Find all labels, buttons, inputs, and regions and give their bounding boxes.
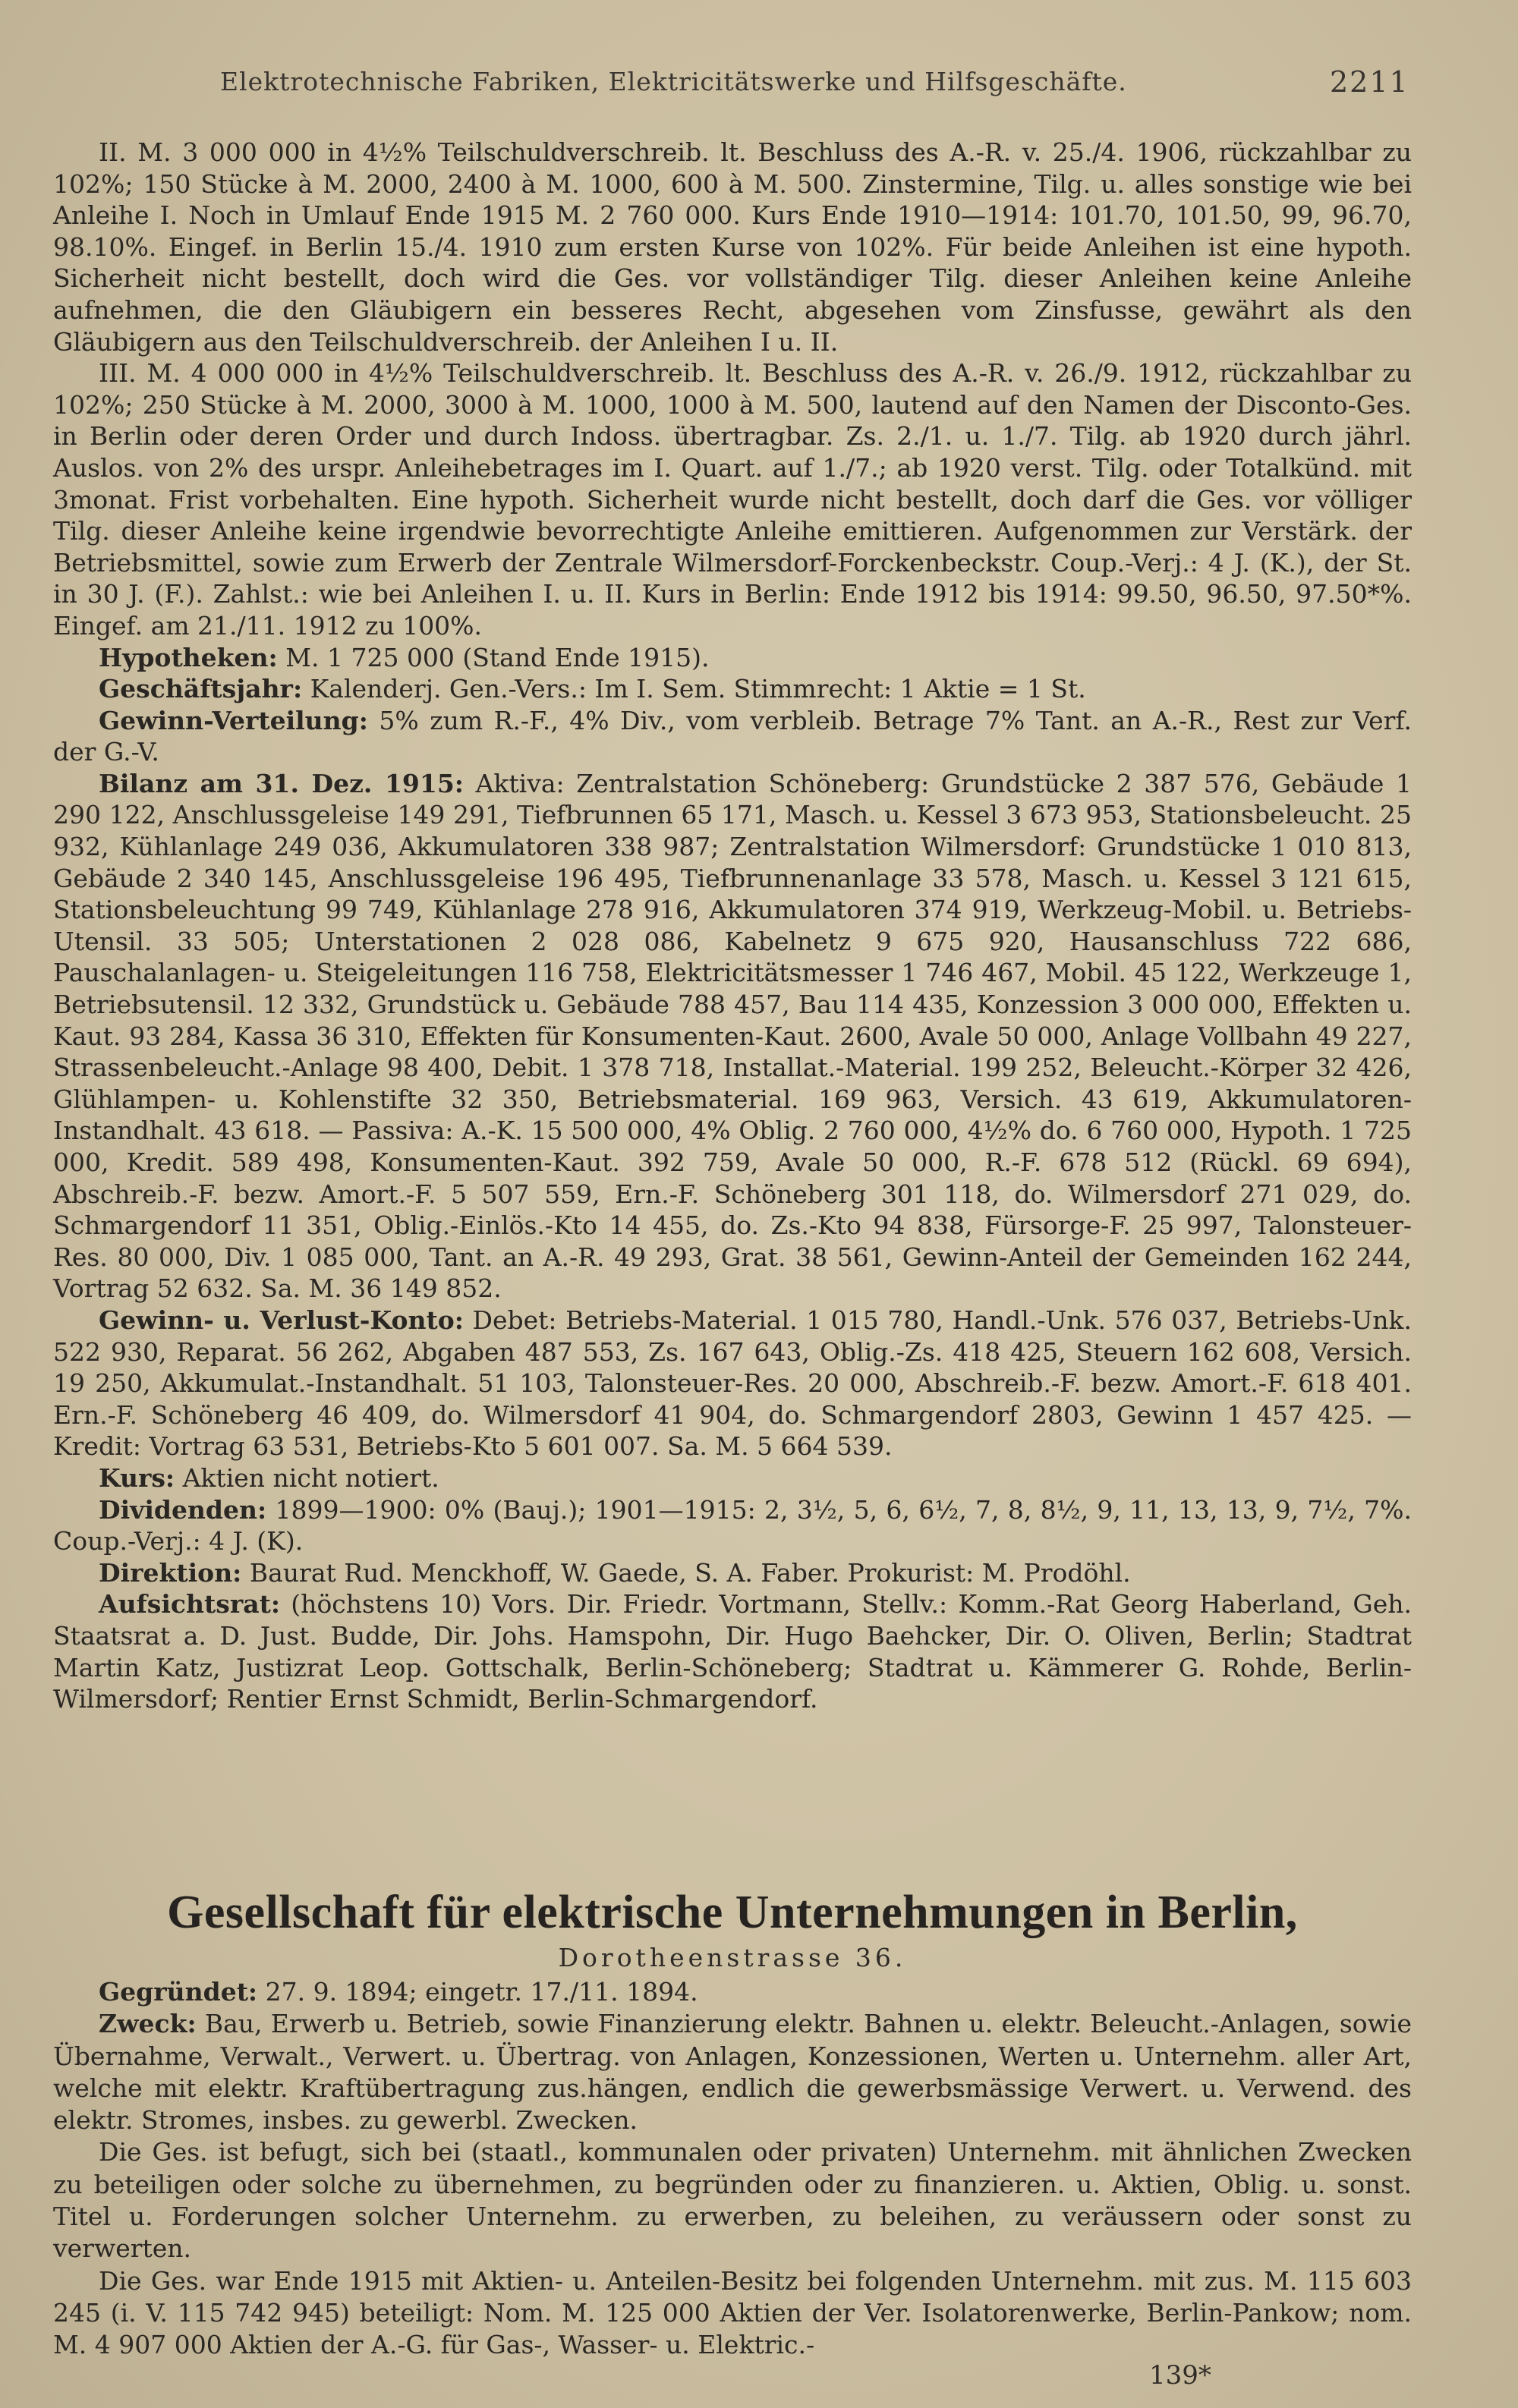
company-entry-continued — [53, 137, 1412, 1715]
paragraph-dividenden: Dividenden: 1899—1900: 0% (Bauj.); 1901—1915: 2, 3½, 5, 6, 6½, 7, 8, 8½, 9, 11, 13, 13, 9, 7½, 7%. Coup.-Verj.: 4 J. (K). — [53, 1494, 1412, 1557]
label-kurs: Kurs: — [99, 1462, 175, 1493]
running-title: Elektrotechnische Fabriken, Elektricitätswerke und Hilfsgeschäfte. — [220, 67, 1127, 96]
paragraph-geschaeftsjahr: Geschäftsjahr: Kalenderj. Gen.-Vers.: Im I. Sem. Stimmrecht: 1 Aktie = 1 St. — [99, 674, 1086, 704]
paragraph-beteiligungen: Die Ges. war Ende 1915 mit Aktien- u. Anteilen-Besitz bei folgenden Unternehm. mit zus. M. 115 603 245 (i. V. 115 742 945) beteiligt: Nom. M. 125 000 Aktien der Ver. Isolatorenwerke, Berlin-Pankow; nom. M. 4 907 000 Aktien der A.-G. für Gas-, Wasser- u. Elektric.- — [53, 2265, 1412, 2360]
paragraph-gegruendet: Gegründet: 27. 9. 1894; eingetr. 17./11. 1894. — [99, 1977, 698, 2007]
sheet-signature: 139* — [1149, 2360, 1211, 2391]
company-entry-new — [53, 1884, 1412, 2362]
paragraph-aufsichtsrat: Aufsichtsrat: (höchstens 10) Vors. Dir. Friedr. Vortmann, Stellv.: Komm.-Rat Georg Haberland, Geh. Staatsrat a. D. Just. Budde, Dir. Johs. Hamspohn, Dir. Hugo Baehcker, Dir. O. Oliven, Berlin; Stadtrat Martin Katz, Justizrat Leop. Gottschalk, Berlin-Schöneberg; Stadtrat u. Kämmerer G. Rohde, Berlin-Wilmersdorf; Rentier Ernst Schmidt, Berlin-Schmargendorf. — [53, 1589, 1412, 1714]
paragraph-gewinn-verlust: Gewinn- u. Verlust-Konto: Debet: Betriebs-Material. 1 015 780, Handl.-Unk. 576 037, Betriebs-Unk. 522 930, Reparat. 56 262, Abgaben 487 553, Zs. 167 643, Oblig.-Zs. 418 425, Steuern 162 608, Versich. 19 250, Akkumulat.-Instandhalt. 51 103, Talonsteuer-Res. 20 000, Abschreib.-F. bezw. Amort.-F. 618 401. Ern.-F. Schöneberg 46 409, do. Wilmersdorf 41 904, do. Schmargendorf 2803, Gewinn 1 457 425. — Kredit: Vortrag 63 531, Betriebs-Kto 5 601 007. Sa. M. 5 664 539. — [53, 1305, 1412, 1462]
paragraph-kurs: Kurs: Aktien nicht notiert. — [99, 1462, 439, 1493]
paragraph-direktion: Direktion: Baurat Rud. Menckhoff, W. Gaede, S. A. Faber. Prokurist: M. Prodöhl. — [99, 1557, 1131, 1588]
label-gegruendet: Gegründet: — [99, 1977, 258, 2007]
paragraph-befugnis: Die Ges. ist befugt, sich bei (staatl., kommunalen oder privaten) Unternehm. mit ähnlichen Zwecken zu beteiligen oder solche zu übernehmen, zu begründen oder zu finanzieren. u. Aktien, Oblig. u. sonst. Titel u. Forderungen solcher Unternehm. zu erwerben, zu beleihen, zu veräussern oder sonst zu verwerten. — [53, 2137, 1412, 2264]
label-gewinn-verteilung: Gewinn-Verteilung: — [99, 705, 368, 735]
paragraph-loan-iii: III. M. 4 000 000 in 4½% Teilschuldverschreib. lt. Beschluss des A.-R. v. 26./9. 1912, rückzahlbar zu 102%; 250 Stücke à M. 2000, 3000 à M. 1000, 1000 à M. 500, lautend auf den Namen der Disconto-Ges. in Berlin oder deren Order und durch Indoss. übertragbar. Zs. 2./1. u. 1./7. Tilg. ab 1920 durch jährl. Auslos. von 2% des urspr. Anleihebetrages im I. Quart. auf 1./7.; ab 1920 verst. Tilg. oder Totalkünd. mit 3monat. Frist vorbehalten. Eine hypoth. Sicherheit wurde nicht bestellt, doch darf die Ges. vor völliger Tilg. dieser Anleihe keine irgendwie bevorrechtigte Anleihe emittieren. Aufgenommen zur Verstärk. der Betriebsmittel, sowie zum Erwerb der Zentrale Wilmersdorf-Forckenbeckstr. Coup.-Verj.: 4 J. (K.), der St. in 30 J. (F.). Zahlst.: wie bei Anleihen I. u. II. Kurs in Berlin: Ende 1912 bis 1914: 99.50, 96.50, 97.50*%. Eingef. am 21./11. 1912 zu 100%. — [53, 358, 1412, 641]
label-zweck: Zweck: — [99, 2009, 197, 2039]
label-aufsichtsrat: Aufsichtsrat: — [99, 1589, 281, 1619]
company-address: Dorotheenstrasse 36. — [558, 1943, 907, 1972]
label-hypotheken: Hypotheken: — [99, 642, 278, 672]
paragraph-hypotheken: Hypotheken: M. 1 725 000 (Stand Ende 1915). — [99, 642, 710, 672]
paragraph-loan-ii: II. M. 3 000 000 in 4½% Teilschuldverschreib. lt. Beschluss des A.-R. v. 25./4. 1906, rückzahlbar zu 102%; 150 Stücke à M. 2000, 2400 à M. 1000, 600 à M. 500. Zinstermine, Tilg. u. alles sonstige wie bei Anleihe I. Noch in Umlauf Ende 1915 M. 2 760 000. Kurs Ende 1910—1914: 101.70, 101.50, 99, 96.70, 98.10%. Eingef. in Berlin 15./4. 1910 zum ersten Kurse von 102%. Für beide Anleihen ist eine hypoth. Sicherheit nicht bestellt, doch wird die Ges. vor vollständiger Tilg. dieser Anleihen keine Anleihe aufnehmen, die den Gläubigern ein besseres Recht, abgesehen vom Zinsfusse, gewährt als den Gläubigern aus den Teilschuldverschreib. der Anleihen I u. II. — [53, 137, 1412, 357]
paragraph-zweck: Zweck: Bau, Erwerb u. Betrieb, sowie Finanzierung elektr. Bahnen u. elektr. Beleucht.-Anlagen, sowie Übernahme, Verwalt., Verwert. u. Übertrag. von Anlagen, Konzessionen, Werten u. Unternehm. aller Art, welche mit elektr. Kraftübertragung zus.hängen, endlich die gewerbsmässige Verwert. u. Verwend. des elektr. Stromes, insbes. zu gewerbl. Zwecken. — [53, 2009, 1412, 2136]
paragraph-bilanz: Bilanz am 31. Dez. 1915: Aktiva: Zentralstation Schöneberg: Grundstücke 2 387 576, Gebäude 1 290 122, Anschlussgeleise 149 291, Tiefbrunnen 65 171, Masch. u. Kessel 3 673 953, Stationsbeleucht. 25 932, Kühlanlage 249 036, Akkumulatoren 338 987; Zentralstation Wilmersdorf: Grundstücke 1 010 813, Gebäude 2 340 145, Anschlussgeleise 196 495, Tiefbrunnenanlage 33 578, Masch. u. Kessel 3 121 615, Stationsbeleuchtung 99 749, Kühlanlage 278 916, Akkumulatoren 374 919, Werkzeug-Mobil. u. Betriebs-Utensil. 33 505; Unterstationen 2 028 086, Kabelnetz 9 675 920, Hausanschluss 722 686, Pauschalanlagen- u. Steigeleitungen 116 758, Elektricitätsmesser 1 746 467, Mobil. 45 122, Werkzeuge 1, Betriebsutensil. 12 332, Grundstück u. Gebäude 788 457, Bau 114 435, Konzession 3 000 000, Effekten u. Kaut. 93 284, Kassa 36 310, Effekten für Konsumenten-Kaut. 2600, Avale 50 000, Anlage Vollbahn 49 227, Strassenbeleucht.-Anlage 98 400, Debit. 1 378 718, Installat.-Material. 199 252, Beleucht.-Körper 32 426, Glühlampen- u. Kohlenstifte 32 350, Betriebsmaterial. 169 963, Versich. 43 619, Akkumulatoren-Instandhalt. 43 618. — Passiva: A.-K. 15 500 000, 4% Oblig. 2 760 000, 4½% do. 6 760 000, Hypoth. 1 725 000, Kredit. 589 498, Konsumenten-Kaut. 392 759, Avale 50 000, R.-F. 678 512 (Rückl. 69 694), Abschreib.-F. bezw. Amort.-F. 5 507 559, Ern.-F. Schöneberg 301 118, do. Wilmersdorf 271 029, do. Schmargendorf 11 351, Oblig.-Einlös.-Kto 14 455, do. Zs.-Kto 94 838, Fürsorge-F. 25 997, Talonsteuer-Res. 80 000, Div. 1 085 000, Tant. an A.-R. 49 293, Grat. 38 561, Gewinn-Anteil der Gemeinden 162 244, Vortrag 52 632. Sa. M. 36 149 852. — [53, 768, 1412, 1304]
company-header — [53, 1884, 1412, 1975]
label-geschaeftsjahr: Geschäftsjahr: — [99, 674, 303, 704]
page-number: 2211 — [1330, 65, 1409, 99]
running-head — [0, 62, 1518, 108]
label-bilanz: Bilanz am 31. Dez. 1915: — [99, 768, 464, 798]
label-direktion: Direktion: — [99, 1557, 242, 1588]
company-title: Gesellschaft für elektrische Unternehmungen in Berlin, — [167, 1887, 1298, 1938]
paragraph-gewinn-verteilung: Gewinn-Verteilung: 5% zum R.-F., 4% Div., vom verbleib. Betrage 7% Tant. an A.-R., Rest zur Verf. der G.-V. — [53, 705, 1412, 767]
label-dividenden: Dividenden: — [99, 1494, 267, 1525]
label-gewinn-verlust: Gewinn- u. Verlust-Konto: — [99, 1305, 464, 1335]
